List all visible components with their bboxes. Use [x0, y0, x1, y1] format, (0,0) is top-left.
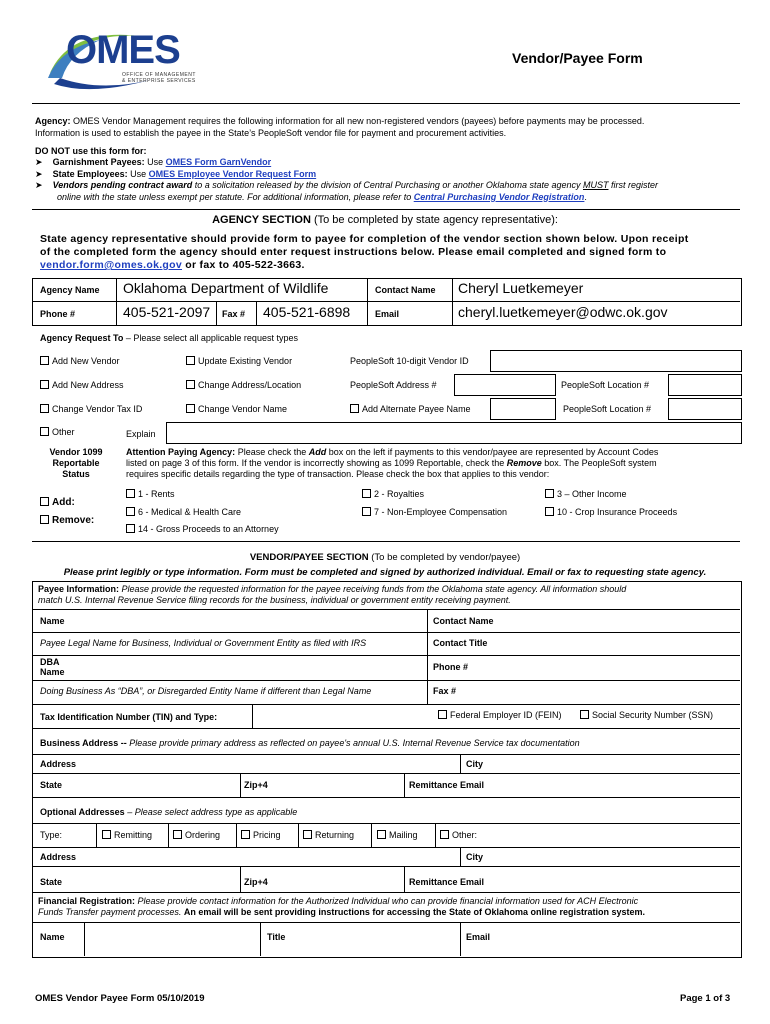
explain-input[interactable]	[166, 422, 742, 444]
page-title: Vendor/Payee Form	[512, 50, 643, 66]
fr-email-label: Email	[466, 932, 491, 942]
medical-checkbox[interactable]: 6 - Medical & Health Care	[126, 507, 241, 517]
other-type-checkbox[interactable]: Other:	[440, 830, 477, 840]
other-checkbox[interactable]: Other	[40, 427, 75, 437]
omes-logo	[30, 18, 220, 98]
change-address-checkbox[interactable]: Change Address/Location	[186, 380, 301, 390]
fax-v-label: Fax #	[433, 686, 457, 696]
ps-location-label: PeopleSoft Location #	[561, 380, 650, 390]
phone-field[interactable]: 405-521-2097	[123, 304, 211, 320]
change-tax-checkbox[interactable]: Change Vendor Tax ID	[40, 404, 142, 414]
remitting-checkbox[interactable]: Remitting	[102, 830, 152, 840]
arrow-icon: ➤	[35, 168, 43, 179]
contact-title-label: Contact Title	[433, 638, 488, 648]
fax-field[interactable]: 405-521-6898	[263, 304, 351, 320]
update-vendor-checkbox[interactable]: Update Existing Vendor	[186, 356, 292, 366]
tin-label: Tax Identification Number (TIN) and Type:	[40, 712, 218, 722]
business-address-heading: Business Address -- Please provide primary address as reflected on payee's annual U.S. Internal Revenue Service tax documentation	[40, 738, 580, 748]
phone-label: Phone #	[40, 309, 76, 319]
garnvendor-link[interactable]: OMES Form GarnVendor	[165, 157, 272, 167]
address-label: Address	[40, 759, 77, 769]
vendor-1099-label: Vendor 1099 Reportable Status	[49, 447, 103, 479]
mailing-checkbox[interactable]: Mailing	[377, 830, 418, 840]
add-address-checkbox[interactable]: Add New Address	[40, 380, 124, 390]
agency-instructions: State agency representative should provide form to payee for completion of the vendor section shown below. Upon receipt of the completed form the agency should enter request instructions below. Please email completed and signed form to vendor.form@omes.ok.gov or fax to 405-522-3663.	[40, 233, 689, 271]
type-label: Type:	[40, 830, 63, 840]
name-label: Name	[40, 616, 65, 626]
zip-label: Zip+4	[244, 780, 268, 790]
ps-vendor-id-label: PeopleSoft 10-digit Vendor ID	[350, 356, 469, 366]
request-to: Agency Request To – Please select all applicable request types	[40, 333, 298, 343]
ps-address-label: PeopleSoft Address #	[350, 380, 437, 390]
email-label: Email	[375, 309, 400, 319]
state-label: State	[40, 780, 63, 790]
vendor-instructions: Please print legibly or type information. Form must be completed and signed by authorized individual. Email or fax to requesting state agency.	[63, 567, 707, 578]
remit-email2-label: Remittance Email	[409, 877, 485, 887]
other-income-checkbox[interactable]: 3 – Other Income	[545, 489, 627, 499]
phone-v-label: Phone #	[433, 662, 469, 672]
rents-checkbox[interactable]: 1 - Rents	[126, 489, 175, 499]
optional-addresses-heading: Optional Addresses – Please select address type as applicable	[40, 807, 298, 817]
state2-label: State	[40, 877, 63, 887]
contact-name-v-label: Contact Name	[433, 616, 494, 626]
donot-heading: DO NOT use this form for:	[35, 146, 147, 156]
vendor-form-email-link[interactable]: vendor.form@omes.ok.gov	[40, 259, 183, 271]
ordering-checkbox[interactable]: Ordering	[173, 830, 220, 840]
alt-payee-input[interactable]	[490, 398, 556, 420]
legal-name-hint: Payee Legal Name for Business, Individual or Government Entity as filed with IRS	[40, 638, 367, 648]
logo-text: OMES	[66, 28, 180, 72]
arrow-icon: ➤	[35, 157, 43, 167]
royalties-checkbox[interactable]: 2 - Royalties	[362, 489, 424, 499]
ps-location2-label: PeopleSoft Location #	[563, 404, 652, 414]
ps-vendor-id-input[interactable]	[490, 350, 742, 372]
central-purchasing-link[interactable]: Central Purchasing Vendor Registration	[413, 191, 585, 202]
alt-payee-checkbox[interactable]: Add Alternate Payee Name	[350, 404, 471, 414]
contact-name-field[interactable]: Cheryl Luetkemeyer	[458, 280, 584, 296]
intro-agency: Agency: OMES Vendor Management requires the following information for all new non-registered vendors (payees) before payments may be processed. Information is used to establish the payee in the State’s PeopleSoft vendor file for payment and procurement activities.	[35, 116, 645, 138]
attention-text: Attention Paying Agency: Please check the Add box on the left if payments to this vendor/payee are represented by Account Codes listed on page 3 of this form. If the vendor is incorrectly showing as 1099 Reportable, check the Remove box. The PeopleSoft system requires specific details regarding the type of transaction. Please check the box that applies to this vendor:	[126, 447, 659, 479]
attorney-checkbox[interactable]: 14 - Gross Proceeds to an Attorney	[126, 524, 279, 534]
explain-label: Explain	[126, 429, 156, 439]
remit-email-label: Remittance Email	[409, 780, 485, 790]
ps-location2-input[interactable]	[668, 398, 742, 420]
fr-title-label: Title	[267, 932, 286, 942]
logo-sub1: OFFICE OF MANAGEMENT	[122, 72, 196, 78]
zip2-label: Zip+4	[244, 877, 268, 887]
financial-registration: Financial Registration: Please provide contact information for the Authorized Individual who can provide financial information used for ACH Electronic Funds Transfer payment processes. An email will be sent providing instructions for accessing the State of Oklahoma online registration system.	[38, 896, 646, 917]
city-label: City	[466, 759, 484, 769]
vendor-section-heading: VENDOR/PAYEE SECTION (To be completed by vendor/payee)	[249, 552, 521, 563]
ps-location-input[interactable]	[668, 374, 742, 396]
add-1099-checkbox[interactable]: Add:	[40, 497, 75, 508]
returning-checkbox[interactable]: Returning	[303, 830, 354, 840]
city2-label: City	[466, 852, 484, 862]
contact-name-label: Contact Name	[375, 285, 436, 295]
footer-page-number: Page 1 of 3	[680, 993, 731, 1004]
logo-sub2: & ENTERPRISE SERVICES	[122, 78, 196, 84]
employee-vendor-link[interactable]: OMES Employee Vendor Request Form	[148, 168, 317, 179]
pricing-checkbox[interactable]: Pricing	[241, 830, 281, 840]
arrow-icon: ➤	[35, 180, 43, 190]
fax-label: Fax #	[222, 309, 246, 319]
dba-hint: Doing Business As “DBA”, or Disregarded Entity Name if different than Legal Name	[40, 686, 372, 696]
change-name-checkbox[interactable]: Change Vendor Name	[186, 404, 287, 414]
payee-info: Payee Information: Please provide the requested information for the payee receiving funds from the Oklahoma state agency. All information should match U.S. Internal Revenue Service filing records for the business, individual or government entity receiving payment.	[38, 584, 627, 605]
ps-address-input[interactable]	[454, 374, 556, 396]
fr-name-label: Name	[40, 932, 65, 942]
footer-form-id: OMES Vendor Payee Form 05/10/2019	[35, 993, 205, 1004]
email-field[interactable]: cheryl.luetkemeyer@odwc.ok.gov	[458, 304, 668, 320]
dba-label: DBA Name	[40, 657, 65, 677]
nonemployee-checkbox[interactable]: 7 - Non-Employee Compensation	[362, 507, 507, 517]
agency-section-heading: AGENCY SECTION (To be completed by state agency representative):	[212, 214, 558, 226]
agency-name-field[interactable]: Oklahoma Department of Wildlife	[123, 280, 329, 296]
remove-1099-checkbox[interactable]: Remove:	[40, 515, 94, 526]
fein-checkbox[interactable]: Federal Employer ID (FEIN)	[438, 710, 562, 720]
donot-list: ➤ Garnishment Payees: Use OMES Form GarnVendor ➤ State Employees: Use OMES Employee Vendor Request Form ➤ Vendors pending contract award to a solicitation released by the division of Central Purchasing or another Oklahoma state agency MUST first register online with the state unless exempt per statute. For additional information, please refer to Central Purchasing Vendor Registration.	[35, 157, 658, 202]
agency-name-label: Agency Name	[40, 285, 100, 295]
ssn-checkbox[interactable]: Social Security Number (SSN)	[580, 710, 713, 720]
address2-label: Address	[40, 852, 77, 862]
add-vendor-checkbox[interactable]: Add New Vendor	[40, 356, 120, 366]
crop-insurance-checkbox[interactable]: 10 - Crop Insurance Proceeds	[545, 507, 677, 517]
